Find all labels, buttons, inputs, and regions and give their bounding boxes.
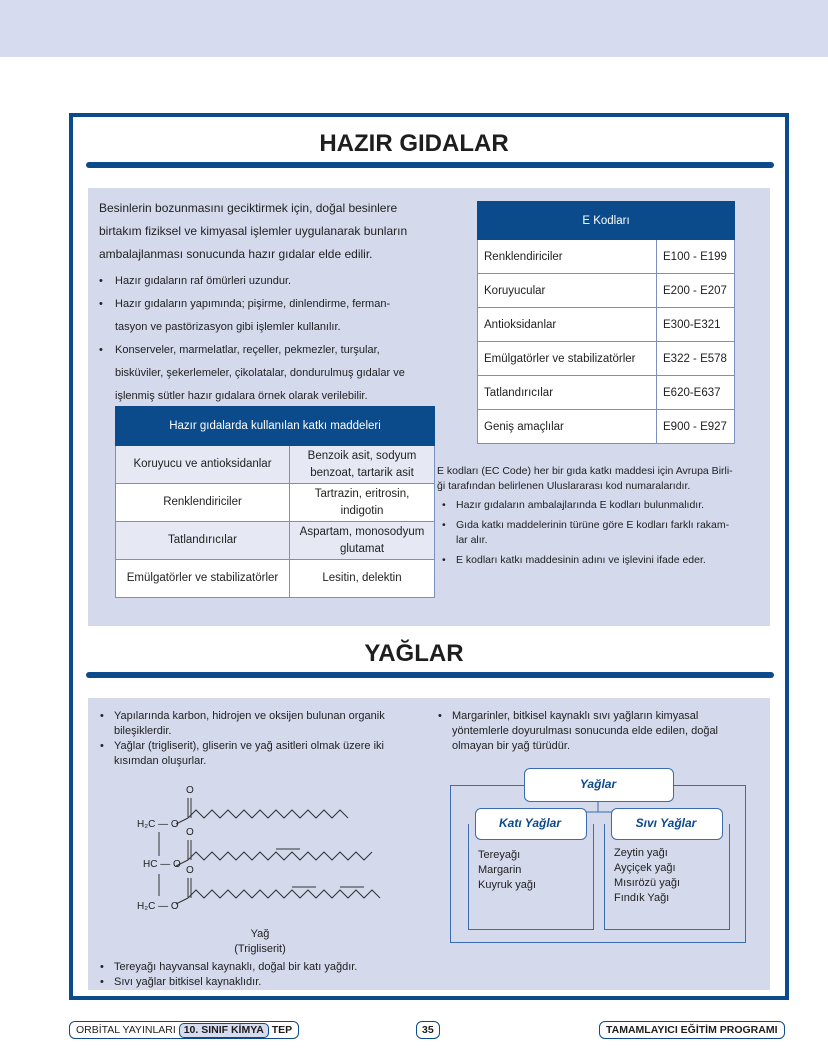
list-item: • Konserveler, marmelatlar, reçeller, pekmezler, turşular, bisküviler, şekerlemeler, çikolatalar, dondurulmuş gıdalar ve işlenmiş sütler hazır gıdalara örnek olarak verilebilir.: [99, 339, 439, 408]
carbonyl-o-label: O: [186, 865, 194, 876]
list-item: Tereyağı: [478, 849, 521, 861]
list-item: • Hazır gıdaların ambalajlarında E kodları bulunmalıdır.: [442, 498, 767, 513]
list-line: Gıda katkı maddelerinin türüne göre E kodları farklı rakam-: [456, 519, 730, 531]
left-bullets: [100, 709, 420, 769]
list-item: Mısırözü yağı: [614, 877, 681, 889]
list-line: Hazır gıdaların ambalajlarında E kodları bulunmalıdır.: [456, 499, 705, 511]
section-title-hazir-gidalar: HAZIR GIDALAR: [319, 130, 509, 157]
table-row: [478, 274, 735, 308]
table-cell: Tartrazin, eritrosin, indigotin: [290, 484, 435, 522]
liquid-fats-list: [614, 846, 680, 906]
list-item: • E kodları katkı maddesinin adını ve işlevini ifade eder.: [442, 553, 767, 568]
table-cell: Tatlandırıcılar: [116, 522, 290, 560]
table-row: [116, 522, 435, 560]
intro-line: ambalajlanması sonucunda hazır gıdalar elde edilir.: [99, 247, 373, 261]
list-item: Fındık Yağı: [614, 892, 670, 904]
e-codes-table: [477, 201, 735, 444]
table-cell: Aspartam, monosodyum glutamat: [290, 522, 435, 560]
table-row: [478, 376, 735, 410]
table-row: [478, 308, 735, 342]
title-rule: [86, 162, 774, 168]
list-line: lar alır.: [456, 534, 488, 546]
table-cell: E900 - E927: [657, 410, 735, 444]
list-item: Ayçiçek yağı: [614, 862, 676, 874]
intro-paragraph: [99, 197, 429, 266]
intro-line: Besinlerin bozunmasını geciktirmek için, doğal besinlere: [99, 201, 398, 215]
list-item: Zeytin yağı: [614, 847, 668, 859]
table-cell: Koruyucular: [478, 274, 657, 308]
caption-line: (Trigliserit): [234, 943, 286, 955]
list-line: E kodları katkı maddesinin adını ve işlevini ifade eder.: [456, 554, 706, 566]
list-line: tasyon ve pastörizasyon gibi işlemler kullanılır.: [115, 321, 341, 333]
list-item: • Hazır gıdaların yapımında; pişirme, dinlendirme, ferman- tasyon ve pastörizasyon gibi işlemler kullanılır.: [99, 293, 439, 339]
list-line: olmayan bir yağ türüdür.: [452, 740, 571, 752]
publisher-label: ORBİTAL YAYINLARI: [76, 1024, 176, 1036]
list-item: • Sıvı yağlar bitkisel kaynaklıdır.: [100, 976, 262, 988]
solid-fats-list: [478, 848, 536, 893]
intro-line: birtakım fiziksel ve kimyasal işlemler uygulanarak bunların: [99, 224, 408, 238]
tag-label: TEP: [271, 1024, 293, 1036]
bullet-list: [99, 270, 439, 408]
e-codes-header: E Kodları: [478, 202, 735, 240]
list-item: Kuyruk yağı: [478, 879, 537, 891]
table-cell: Renklendiriciler: [478, 240, 657, 274]
table-cell: E100 - E199: [657, 240, 735, 274]
list-line: kısımdan oluşurlar.: [114, 755, 207, 767]
table-cell: E322 - E578: [657, 342, 735, 376]
table-row: [478, 240, 735, 274]
list-item: • Margarinler, bitkisel kaynaklı sıvı yağların kimyasal yöntemlerle doyurulması sonucunda elde edilen, doğal olmayan bir yağ türüdür.: [438, 709, 768, 754]
additives-table: [115, 406, 435, 598]
table-cell: E200 - E207: [657, 274, 735, 308]
table-cell: Emülgatörler ve stabilizatörler: [116, 560, 290, 598]
list-item: • Tereyağı hayvansal kaynaklı, doğal bir katı yağdır.: [100, 961, 358, 973]
additives-table-header: Hazır gıdalarda kullanılan katkı maddeleri: [116, 407, 435, 446]
table-cell: Benzoik asit, sodyum benzoat, tartarik asit: [290, 446, 435, 484]
footer-publisher: [69, 1021, 299, 1039]
note-line: E kodları (EC Code) her bir gıda katkı maddesi için Avrupa Birli-: [437, 465, 733, 477]
table-cell: Renklendiriciler: [116, 484, 290, 522]
table-cell: Geniş amaçlılar: [478, 410, 657, 444]
footer-program: TAMAMLAYICI EĞİTİM PROGRAMI: [599, 1021, 785, 1039]
list-item: • Gıda katkı maddelerinin türüne göre E kodları farklı rakam- lar alır.: [442, 518, 767, 548]
table-row: [116, 446, 435, 484]
table-cell: Antioksidanlar: [478, 308, 657, 342]
list-line: Tereyağı hayvansal kaynaklı, doğal bir katı yağdır.: [114, 961, 358, 973]
title-rule: [86, 672, 774, 678]
list-item: Margarin: [478, 864, 522, 876]
list-line: Yağlar (trigliserit), gliserin ve yağ asitleri olmak üzere iki: [114, 740, 384, 752]
table-row: [116, 484, 435, 522]
note-line: ği tarafından belirlenen Uluslararası kod numaralarıdır.: [437, 480, 691, 492]
list-line: Hazır gıdaların yapımında; pişirme, dinlendirme, ferman-: [115, 298, 391, 310]
diagram-root-label: Yağlar: [579, 777, 617, 791]
e-codes-bullets: [442, 498, 767, 568]
table-row: [116, 560, 435, 598]
table-cell: Emülgatörler ve stabilizatörler: [478, 342, 657, 376]
ch-label-mid: HC — O: [143, 859, 181, 870]
table-cell: E620-E637: [657, 376, 735, 410]
table-row: [478, 410, 735, 444]
page-number: 35: [416, 1021, 440, 1039]
solid-fats-title: Katı Yağlar: [498, 816, 562, 830]
list-line: Yapılarında karbon, hidrojen ve oksijen bulunan organik: [114, 710, 385, 722]
fatty-acid-chain-2: [188, 852, 372, 860]
bottom-bullets: [100, 960, 440, 990]
book-label: 10. SINIF KİMYA: [179, 1023, 269, 1038]
list-line: Hazır gıdaların raf ömürleri uzundur.: [115, 275, 292, 287]
section-title-yaglar: YAĞLAR: [364, 640, 464, 667]
list-line: yöntemlerle doyurulması sonucunda elde edilen, doğal: [452, 725, 719, 737]
list-line: Sıvı yağlar bitkisel kaynaklıdır.: [114, 976, 262, 988]
right-bullets: [438, 709, 768, 754]
table-cell: Koruyucu ve antioksidanlar: [116, 446, 290, 484]
carbonyl-o-label: O: [186, 785, 194, 796]
fatty-acid-chain-1: [188, 810, 348, 818]
table-cell: E300-E321: [657, 308, 735, 342]
list-line: Konserveler, marmelatlar, reçeller, pekmezler, turşular,: [115, 344, 380, 356]
top-band: [0, 0, 828, 57]
ch2-label-top: H₂C — O: [137, 819, 179, 830]
liquid-fats-title: Sıvı Yağlar: [635, 816, 697, 830]
ch2-label-bottom: H₂C — O: [137, 901, 179, 912]
list-item: • Yağlar (trigliserit), gliserin ve yağ asitleri olmak üzere iki kısımdan oluşurlar.: [100, 739, 420, 769]
list-line: işlenmiş sütler hazır gıdalara örnek olarak verilebilir.: [115, 390, 368, 402]
e-codes-note: [437, 464, 767, 494]
table-row: [478, 342, 735, 376]
list-line: bisküviler, şekerlemeler, çikolatalar, dondurulmuş gıdalar ve: [115, 367, 405, 379]
list-item: • Hazır gıdaların raf ömürleri uzundur.: [99, 270, 439, 293]
table-cell: Lesitin, delektin: [290, 560, 435, 598]
table-cell: Tatlandırıcılar: [478, 376, 657, 410]
caption-line: Yağ: [250, 928, 270, 940]
carbonyl-o-label: O: [186, 827, 194, 838]
fatty-acid-chain-3: [188, 890, 380, 898]
structure-caption: [200, 927, 320, 957]
list-line: Margarinler, bitkisel kaynaklı sıvı yağların kimyasal: [452, 710, 699, 722]
list-item: • Yapılarında karbon, hidrojen ve oksijen bulunan organik bileşiklerdir.: [100, 709, 420, 739]
list-line: bileşiklerdir.: [114, 725, 172, 737]
